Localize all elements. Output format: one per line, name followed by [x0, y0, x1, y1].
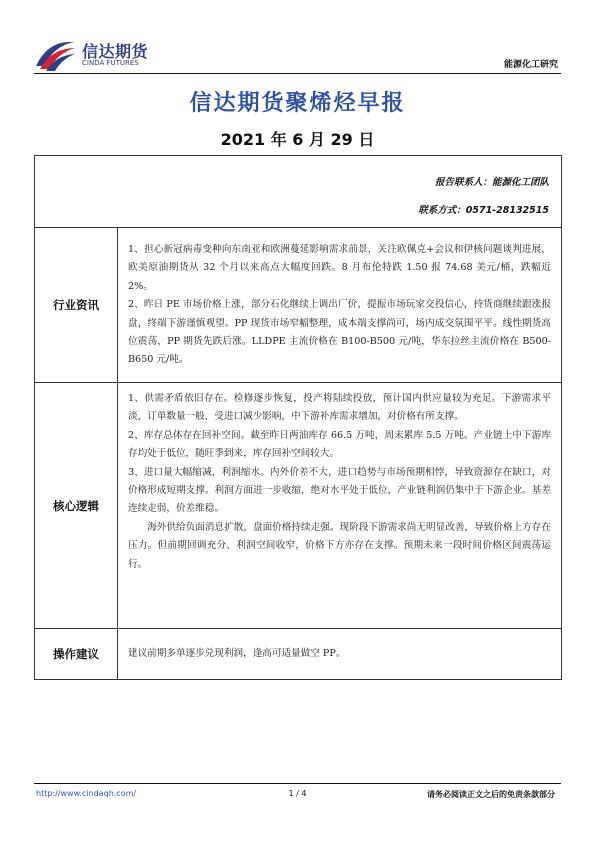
cinda-swoosh-icon	[34, 36, 76, 72]
report-date: 2021 年 6 月 29 日	[220, 130, 375, 149]
website-link[interactable]: http://www.cindaqh.com/	[36, 789, 137, 798]
footer-divider	[34, 783, 561, 784]
paragraph: 2、库存总体存在回补空间。截至昨日两油库存 66.5 万吨，周末累库 5.5 万吨。产业链上中下游库存均处于低位，随旺季到来，库存回补空间较大。	[128, 429, 551, 460]
logo-english-name: CINDA FUTURES	[82, 59, 139, 67]
contact-person: 报告联系人：能源化工团队	[434, 177, 549, 188]
section-label: 核心逻辑	[35, 383, 118, 628]
department-label: 能源化工研究	[503, 60, 558, 70]
page-title: 信达期货聚烯烃早报	[189, 91, 406, 116]
section-body	[118, 629, 561, 679]
header-divider	[34, 73, 561, 74]
section-trading-advice	[35, 629, 561, 679]
report-table	[34, 155, 562, 680]
section-core-logic	[35, 383, 561, 629]
contact-phone: 联系方式：0571-28132515	[418, 205, 549, 216]
paragraph: 3、进口量大幅缩减，利润缩水。内外价差不大，进口趋势与市场预期相悖，导致资源存在缺口，对价格形成短期支撑。利润方面进一步收缩，绝对水平处于低位，产业链利润仍集中于下游企业。基差连续走弱，价差维稳。	[128, 466, 551, 515]
disclaimer-note: 请务必阅读正文之后的免责条款部分	[427, 790, 555, 799]
contact-block	[35, 156, 561, 228]
paragraph: 1、担心新冠病毒变种向东南亚和欧洲蔓延影响需求前景，关注欧佩克+会议和伊核问题谈判进展，欧美原油期货从 32 个月以来高点大幅度回跌。8 月布伦特跌 1.50 报 74.68 美元/桶，跌幅近 2%。	[128, 244, 551, 292]
page-number: 1 / 4	[288, 789, 307, 798]
logo-chinese-name: 信达期货	[82, 42, 149, 61]
paragraph: 建议前期多单逐步兑现利润，逢高可适量做空 PP。	[128, 647, 346, 659]
paragraph: 2、昨日 PE 市场价格上涨，部分石化继续上调出厂价，提振市场玩家交投信心，持货商继续跟涨报盘，终端下游谨慎观望。PP 现货市场窄幅整理，成本端支撑尚可，场内成交氛围平平。线性期货高位震荡，PP 期货先跌后涨。LLDPE 主流价格在 B100-B500 元/吨，华东拉丝主流价格在 B500-B650 元/吨。	[128, 299, 551, 366]
section-body	[118, 228, 561, 382]
paragraph: 1、供需矛盾依旧存在。检修逐步恢复，投产将陆续投放，预计国内供应量较为充足。下游需求平淡，订单数量一般，受进口减少影响，中下游补库需求增加，对价格有所支撑。	[128, 393, 551, 423]
section-industry-news	[35, 228, 561, 383]
section-label: 操作建议	[35, 629, 118, 679]
company-logo	[34, 36, 149, 76]
section-label: 行业资讯	[35, 228, 118, 382]
paragraph: 海外供给负面消息扩散，盘面价格持续走强。现阶段下游需求尚无明显改善，导致价格上方存在压力。但前期回调充分、利润空间收窄，价格下方亦存在支撑。预期未来一段时间价格区间震荡运行。	[128, 521, 551, 570]
section-body	[118, 383, 561, 628]
